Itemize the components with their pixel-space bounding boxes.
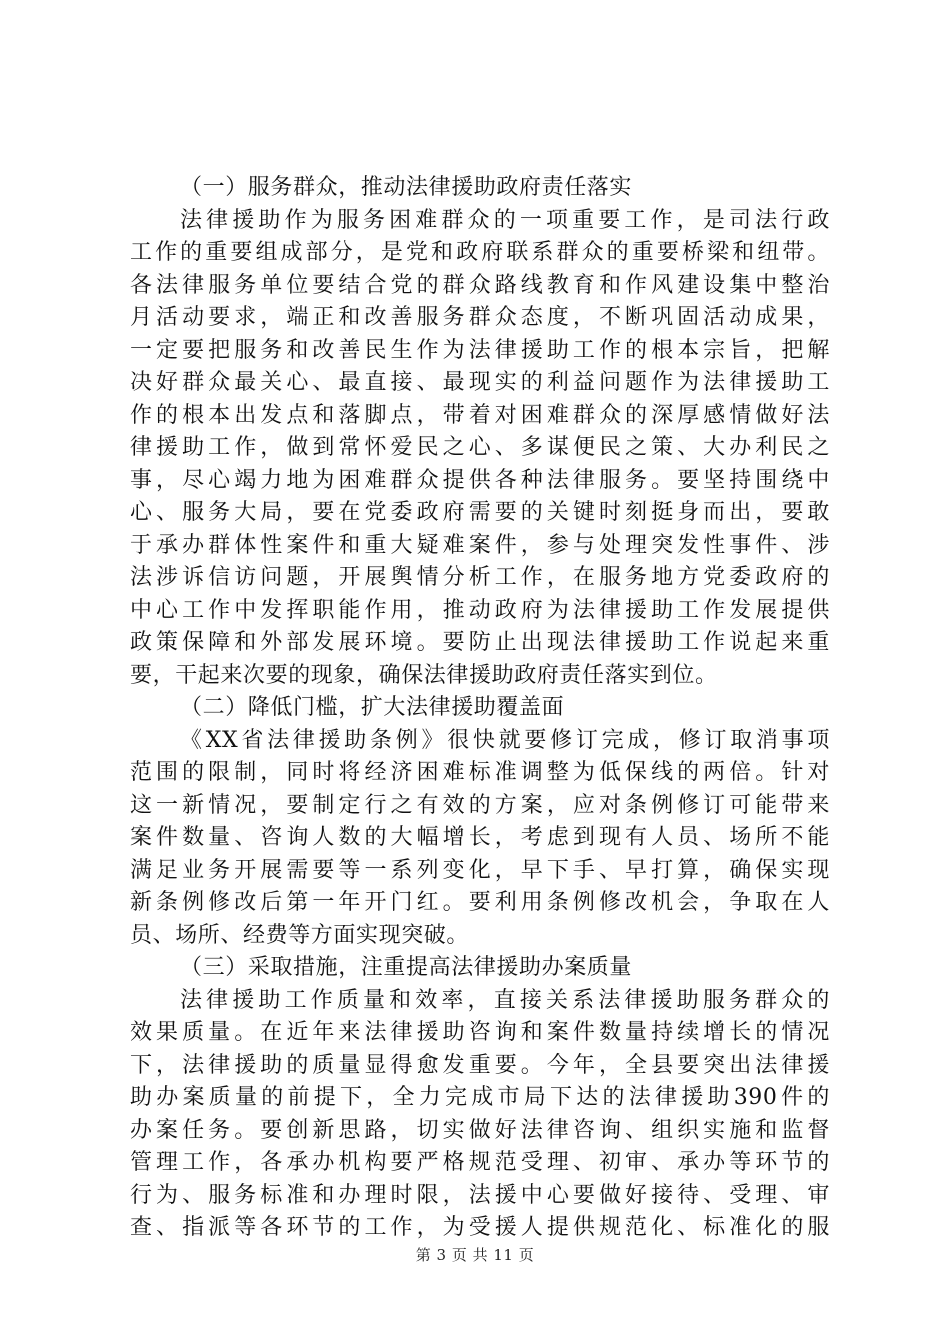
- text-line: 下，法律援助的质量显得愈发重要。今年，全县要突出法律援: [130, 1052, 830, 1078]
- text-line: 作的根本出发点和落脚点，带着对困难群众的深厚感情做好法: [130, 402, 830, 428]
- text-line: 效果质量。在近年来法律援助咨询和案件数量持续增长的情况: [130, 1020, 830, 1045]
- page-footer: 第 3 页 共 11 页: [415, 1246, 535, 1264]
- text-line: 管理工作，各承办机构要严格规范受理、初审、承办等环节的: [130, 1150, 830, 1175]
- text-line: 助办案质量的前提下，全力完成市局下达的法律援助390件的: [130, 1085, 830, 1110]
- text-line: 法律援助作为服务困难群众的一项重要工作，是司法行政: [180, 207, 830, 233]
- text-line: 政策保障和外部发展环境。要防止出现法律援助工作说起来重: [130, 630, 830, 655]
- text-line: 办案任务。要创新思路，切实做好法律咨询、组织实施和监督: [130, 1117, 830, 1143]
- text-line: 决好群众最关心、最直接、最现实的利益问题作为法律援助工: [130, 370, 830, 395]
- text-line: 案件数量、咨询人数的大幅增长，考虑到现有人员、场所不能: [130, 825, 830, 850]
- text-line: 新条例修改后第一年开门红。要利用条例修改机会，争取在人: [130, 890, 830, 915]
- text-line: 查、指派等各环节的工作，为受援人提供规范化、标准化的服: [130, 1215, 830, 1240]
- text-line: 中心工作中发挥职能作用，推动政府为法律援助工作发展提供: [130, 597, 830, 623]
- text-line: 月活动要求，端正和改善服务群众态度，不断巩固活动成果，: [130, 305, 830, 330]
- text-line: 《XX省法律援助条例》很快就要修订完成，修订取消事项: [180, 727, 830, 753]
- text-line: 要，干起来次要的现象，确保法律援助政府责任落实到位。: [130, 662, 718, 688]
- text-line: 一定要把服务和改善民生作为法律援助工作的根本宗旨，把解: [130, 337, 830, 363]
- document-body: [130, 172, 830, 1245]
- text-line: 法律援助工作质量和效率，直接关系法律援助服务群众的: [180, 987, 830, 1013]
- text-line: 工作的重要组成部分，是党和政府联系群众的重要桥梁和纽带。: [130, 240, 830, 265]
- text-line: 行为、服务标准和办理时限，法援中心要做好接待、受理、审: [130, 1182, 830, 1208]
- text-line: 员、场所、经费等方面实现突破。: [130, 922, 470, 948]
- text-line: （一）服务群众，推动法律援助政府责任落实: [180, 175, 633, 200]
- text-line: （三）采取措施，注重提高法律援助办案质量: [180, 955, 633, 980]
- text-line: 事，尽心竭力地为困难群众提供各种法律服务。要坚持围绕中: [130, 467, 830, 493]
- text-line: 范围的限制，同时将经济困难标准调整为低保线的两倍。针对: [130, 760, 830, 785]
- text-line: 法涉诉信访问题，开展舆情分析工作，在服务地方党委政府的: [130, 565, 830, 590]
- text-line: 这一新情况，要制定行之有效的方案，应对条例修订可能带来: [130, 792, 830, 818]
- text-line: （二）降低门槛，扩大法律援助覆盖面: [180, 695, 565, 720]
- text-line: 于承办群体性案件和重大疑难案件，参与处理突发性事件、涉: [130, 532, 830, 558]
- text-line: 心、服务大局，要在党委政府需要的关键时刻挺身而出，要敢: [130, 500, 830, 525]
- text-line: 律援助工作，做到常怀爱民之心、多谋便民之策、大办利民之: [130, 435, 830, 460]
- text-line: 满足业务开展需要等一系列变化，早下手、早打算，确保实现: [130, 857, 830, 883]
- text-line: 各法律服务单位要结合党的群众路线教育和作风建设集中整治: [130, 272, 830, 298]
